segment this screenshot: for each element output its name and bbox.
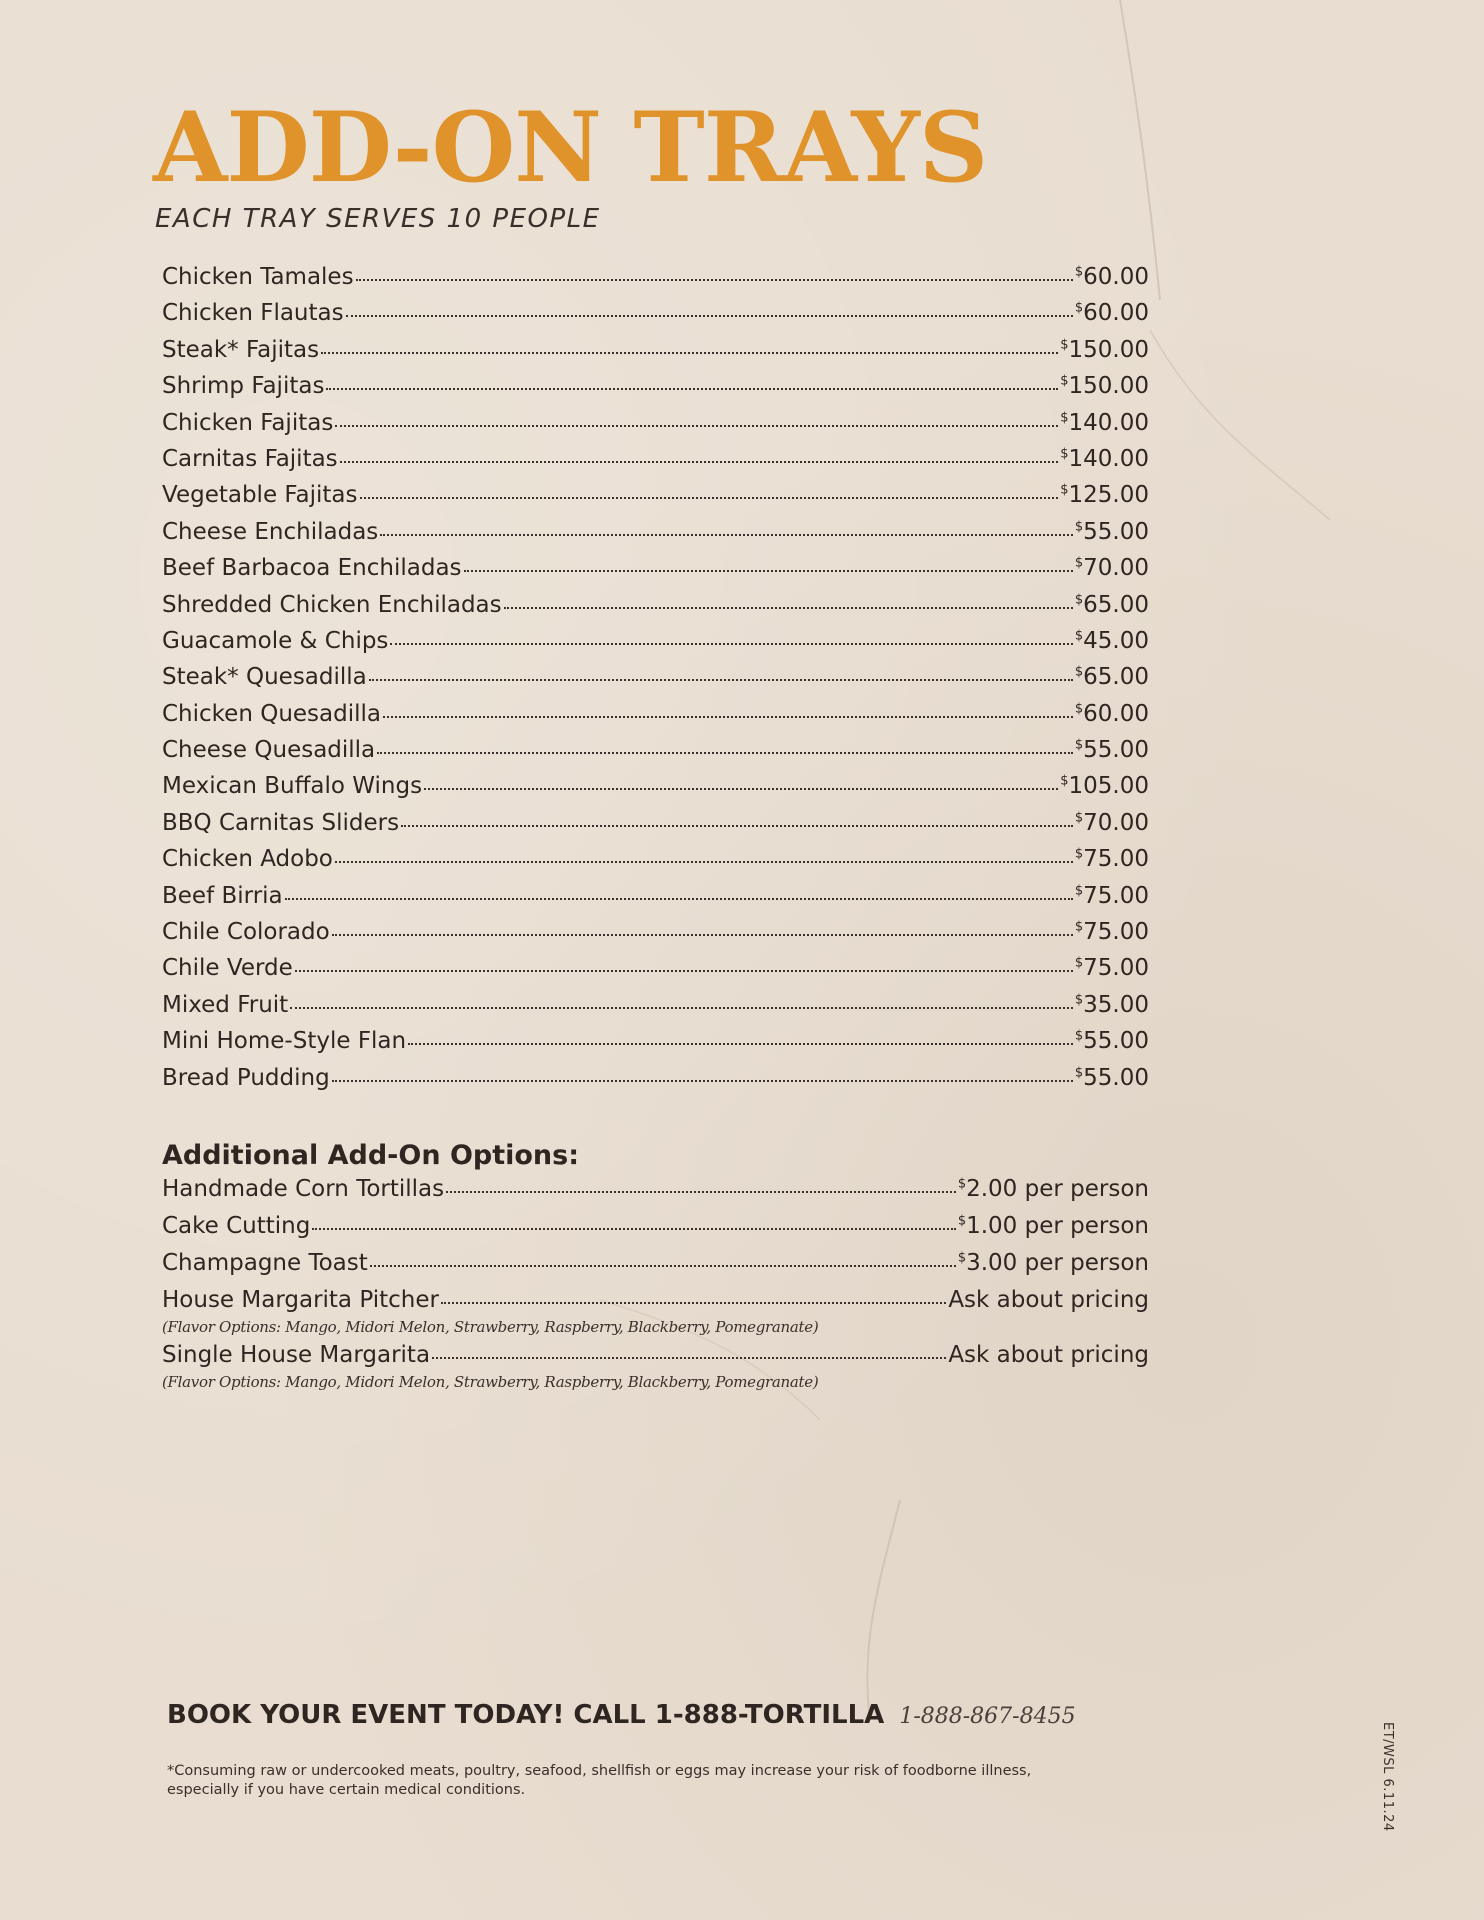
dot-leader: [312, 1228, 955, 1230]
dot-leader: [346, 315, 1073, 317]
item-name: Guacamole & Chips: [162, 627, 389, 654]
tray-row: [162, 1028, 1149, 1064]
price-amount: 140.00: [1068, 445, 1149, 472]
dot-leader: [390, 643, 1072, 645]
price-amount: 55.00: [1083, 518, 1149, 545]
price-amount: 2.00 per person: [966, 1176, 1149, 1202]
currency-symbol: $: [1074, 664, 1084, 680]
item-price: [1075, 300, 1149, 326]
currency-symbol: $: [1074, 264, 1084, 280]
tray-row: [162, 992, 1149, 1028]
dot-leader: [332, 1080, 1073, 1082]
currency-symbol: $: [1060, 337, 1069, 353]
price-amount: 70.00: [1083, 809, 1149, 836]
dot-leader: [326, 388, 1058, 390]
tray-row: [162, 482, 1149, 518]
item-price: [1075, 664, 1149, 690]
item-name: BBQ Carnitas Sliders: [162, 809, 400, 836]
item-price: [1060, 337, 1149, 363]
tray-row: [162, 701, 1149, 737]
currency-symbol: $: [1074, 555, 1084, 571]
dot-leader: [370, 1265, 956, 1267]
dot-leader: [504, 607, 1073, 609]
item-price: [1060, 373, 1149, 399]
dot-leader: [377, 752, 1073, 754]
item-name: Mixed Fruit: [162, 991, 289, 1018]
currency-symbol: $: [1060, 773, 1069, 789]
item-price: [1075, 555, 1149, 581]
currency-symbol: $: [1060, 482, 1069, 498]
tray-row: [162, 846, 1149, 882]
item-price: [1075, 1065, 1149, 1091]
page-subtitle: EACH TRAY SERVES 10 PEOPLE: [155, 204, 601, 234]
price-amount: 75.00: [1083, 955, 1149, 982]
price-amount: 60.00: [1083, 700, 1149, 727]
currency-symbol: $: [1060, 446, 1069, 462]
item-name: Shredded Chicken Enchiladas: [162, 591, 502, 618]
tray-row: [162, 446, 1149, 482]
currency-symbol: $: [1074, 810, 1084, 826]
dot-leader: [356, 279, 1073, 281]
currency-symbol: $: [1074, 300, 1084, 316]
item-price: [1075, 1028, 1149, 1054]
tray-row: [162, 519, 1149, 555]
phone-number: 1-888-867-8455: [899, 1704, 1076, 1729]
tray-row: [162, 1065, 1149, 1101]
tray-row: [162, 883, 1149, 919]
disclaimer: *Consuming raw or undercooked meats, poultry, seafood, shellfish or eggs may increase your risk of foodborne illness, especially if you have certain medical conditions.: [167, 1763, 1032, 1798]
item-name: Champagne Toast: [162, 1250, 368, 1276]
item-name: Cheese Enchiladas: [162, 518, 379, 545]
document-code: ET/WSL 6.11.24: [1380, 1722, 1395, 1832]
dot-leader: [290, 1007, 1073, 1009]
currency-symbol: $: [957, 1176, 967, 1192]
price-amount: 55.00: [1083, 1028, 1149, 1055]
tray-row: [162, 664, 1149, 700]
price-amount: 75.00: [1083, 919, 1149, 946]
currency-symbol: $: [957, 1250, 967, 1266]
dot-leader: [340, 461, 1059, 463]
dot-leader: [383, 716, 1073, 718]
price-amount: 125.00: [1068, 482, 1149, 509]
price-amount: 65.00: [1083, 591, 1149, 618]
tray-row: [162, 373, 1149, 409]
dot-leader: [369, 679, 1073, 681]
dot-leader: [424, 788, 1058, 790]
item-price: [958, 1250, 1149, 1276]
dot-leader: [360, 497, 1059, 499]
item-price: [1075, 955, 1149, 981]
flavor-options: (Flavor Options: Mango, Midori Melon, Strawberry, Raspberry, Blackberry, Pomegranate): [162, 1318, 819, 1336]
item-name: Beef Birria: [162, 882, 283, 909]
price-amount: 70.00: [1083, 555, 1149, 582]
item-price: [958, 1213, 1149, 1239]
tray-row: [162, 592, 1149, 628]
price-amount: 75.00: [1083, 846, 1149, 873]
item-price: [1075, 628, 1149, 654]
item-name: Chicken Flautas: [162, 300, 344, 327]
price-amount: 65.00: [1083, 664, 1149, 691]
price-amount: 60.00: [1083, 264, 1149, 290]
book-event-text: BOOK YOUR EVENT TODAY! CALL 1-888-TORTILLA: [167, 1700, 885, 1730]
currency-symbol: $: [1074, 846, 1084, 862]
item-name: Single House Margarita: [162, 1342, 431, 1368]
price-amount: 105.00: [1068, 773, 1149, 800]
currency-symbol: $: [1060, 373, 1069, 389]
currency-symbol: $: [1074, 737, 1084, 753]
price-amount: 150.00: [1068, 373, 1149, 400]
price-amount: 140.00: [1068, 409, 1149, 436]
tray-row: [162, 264, 1149, 300]
item-price: [1060, 410, 1149, 436]
item-name: Steak* Fajitas: [162, 336, 320, 363]
currency-symbol: $: [1074, 519, 1084, 535]
tray-row: [162, 810, 1149, 846]
item-price: [948, 1342, 1149, 1368]
dot-leader: [441, 1302, 946, 1304]
price-amount: 55.00: [1083, 1064, 1149, 1091]
item-name: Cake Cutting: [162, 1213, 311, 1239]
dot-leader: [295, 970, 1073, 972]
item-name: Bread Pudding: [162, 1064, 330, 1091]
item-name: Chile Verde: [162, 955, 293, 982]
price-amount: 3.00 per person: [966, 1250, 1149, 1276]
currency-symbol: $: [1074, 1028, 1084, 1044]
item-name: Beef Barbacoa Enchiladas: [162, 555, 462, 582]
item-price: [958, 1176, 1149, 1202]
currency-symbol: $: [1074, 701, 1084, 717]
dot-leader: [335, 861, 1073, 863]
item-name: Mini Home-Style Flan: [162, 1028, 407, 1055]
currency-symbol: $: [1074, 919, 1084, 935]
dot-leader: [401, 825, 1073, 827]
price-amount: 35.00: [1083, 991, 1149, 1018]
tray-row: [162, 773, 1149, 809]
item-name: Chile Colorado: [162, 919, 330, 946]
currency-symbol: $: [1060, 409, 1069, 425]
additional-heading: Additional Add-On Options:: [162, 1140, 580, 1171]
item-name: Chicken Tamales: [162, 264, 354, 290]
addon-row: [162, 1176, 1149, 1213]
item-name: Carnitas Fajitas: [162, 445, 338, 472]
currency-symbol: $: [1074, 628, 1084, 644]
tray-row: [162, 737, 1149, 773]
tray-row: [162, 955, 1149, 991]
currency-symbol: $: [1074, 955, 1084, 971]
item-name: Handmade Corn Tortillas: [162, 1176, 445, 1202]
price-amount: Ask about pricing: [948, 1342, 1149, 1368]
item-price: [1075, 592, 1149, 618]
dot-leader: [332, 934, 1073, 936]
currency-symbol: $: [1074, 882, 1084, 898]
page-title: ADD-ON TRAYS: [153, 91, 988, 204]
item-price: [1075, 992, 1149, 1018]
item-name: Chicken Fajitas: [162, 409, 334, 436]
currency-symbol: $: [1074, 992, 1084, 1008]
item-price: [1060, 482, 1149, 508]
item-price: [1075, 883, 1149, 909]
item-price: [1075, 264, 1149, 290]
price-amount: Ask about pricing: [948, 1287, 1149, 1313]
additional-list: [162, 1176, 1149, 1397]
dot-leader: [432, 1357, 946, 1359]
flavor-options: (Flavor Options: Mango, Midori Melon, Strawberry, Raspberry, Blackberry, Pomegranate): [162, 1373, 819, 1391]
addon-row: [162, 1250, 1149, 1287]
item-name: Shrimp Fajitas: [162, 373, 325, 400]
item-price: [1060, 773, 1149, 799]
tray-row: [162, 300, 1149, 336]
tray-row: [162, 628, 1149, 664]
item-price: [1060, 446, 1149, 472]
item-name: Steak* Quesadilla: [162, 664, 367, 691]
currency-symbol: $: [1074, 591, 1084, 607]
item-name: Chicken Quesadilla: [162, 700, 381, 727]
tray-row: [162, 919, 1149, 955]
dot-leader: [321, 352, 1058, 354]
addon-row: [162, 1213, 1149, 1250]
price-amount: 1.00 per person: [966, 1213, 1149, 1239]
item-price: [1075, 810, 1149, 836]
item-name: Vegetable Fajitas: [162, 482, 358, 509]
price-amount: 75.00: [1083, 882, 1149, 909]
item-price: [1075, 701, 1149, 727]
currency-symbol: $: [1074, 1064, 1084, 1080]
dot-leader: [380, 534, 1073, 536]
item-name: Chicken Adobo: [162, 846, 333, 873]
item-price: [1075, 519, 1149, 545]
tray-row: [162, 410, 1149, 446]
tray-row: [162, 337, 1149, 373]
item-name: Cheese Quesadilla: [162, 737, 376, 764]
item-name: House Margarita Pitcher: [162, 1287, 439, 1313]
item-price: [1075, 846, 1149, 872]
dot-leader: [464, 570, 1073, 572]
dot-leader: [408, 1043, 1073, 1045]
dot-leader: [446, 1191, 956, 1193]
item-price: [948, 1287, 1149, 1313]
dot-leader: [285, 898, 1073, 900]
price-amount: 45.00: [1083, 627, 1149, 654]
dot-leader: [335, 425, 1058, 427]
item-price: [1075, 919, 1149, 945]
price-amount: 150.00: [1068, 336, 1149, 363]
item-name: Mexican Buffalo Wings: [162, 773, 423, 800]
price-amount: 60.00: [1083, 300, 1149, 327]
tray-list: [162, 264, 1149, 1101]
currency-symbol: $: [957, 1213, 967, 1229]
book-event-banner: [167, 1700, 1076, 1730]
item-price: [1075, 737, 1149, 763]
tray-row: [162, 555, 1149, 591]
price-amount: 55.00: [1083, 737, 1149, 764]
